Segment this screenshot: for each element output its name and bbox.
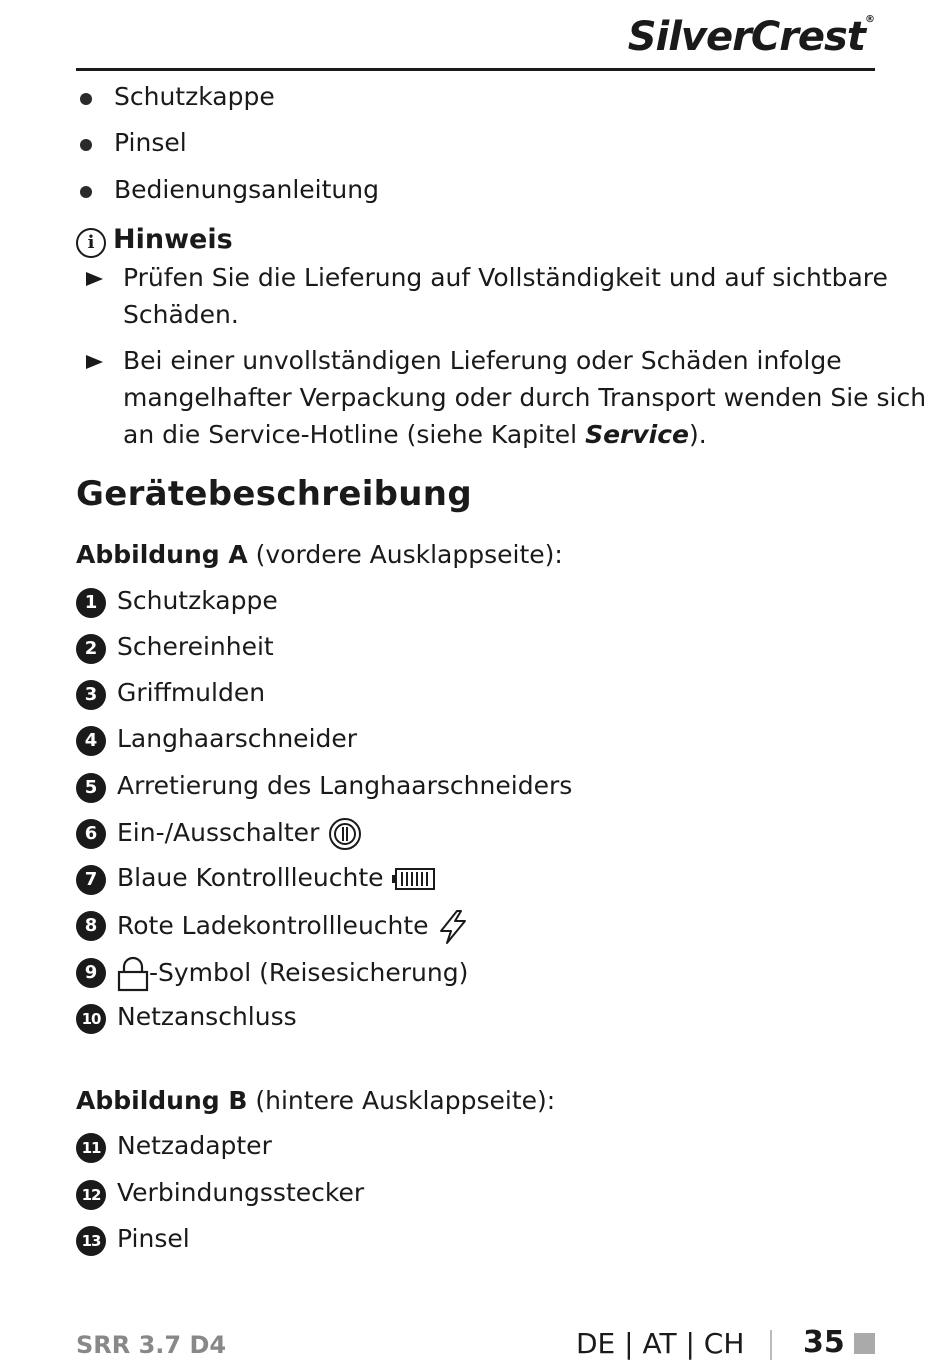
part-number-badge: 11 [76,1133,106,1163]
page-marker-square [854,1333,875,1354]
part-number-badge: 6 [76,819,106,849]
part-label: Arretierung des Langhaarschneiders [117,771,573,800]
part-label: Netzanschluss [117,1002,297,1031]
info-icon: i [76,228,106,258]
arrow-icon [86,355,103,369]
list-item: Pinsel [114,128,187,157]
part-label: Schutzkappe [117,586,278,615]
part-label: Langhaarschneider [117,724,358,753]
note-line: Prüfen Sie die Lieferung auf Vollständigkeit und auf sichtbare [123,263,888,292]
arrow-icon [86,272,103,286]
part-number-badge: 13 [76,1226,106,1256]
footer-divider [770,1330,772,1360]
model-number: SRR 3.7 D4 [76,1331,227,1359]
part-label: Blaue Kontrollleuchte [117,863,384,892]
part-label: Verbindungsstecker [117,1178,365,1207]
part-number-badge: 7 [76,865,106,895]
note-line: an die Service-Hotline (siehe Kapitel Service). [123,420,707,449]
power-button-icon [327,817,363,851]
part-number-badge: 12 [76,1180,106,1210]
bullet-dot [80,186,92,198]
part-number-badge: 1 [76,588,106,618]
page-number: 35 [803,1325,845,1360]
part-row [117,863,436,892]
list-item: Bedienungsanleitung [114,175,379,204]
part-number-badge: 4 [76,726,106,756]
part-number-badge: 5 [76,773,106,803]
part-label: Griffmulden [117,678,266,707]
figure-b-caption: Abbildung B (hintere Ausklappseite): [76,1086,556,1115]
service-reference: Service [585,420,690,449]
part-label: Pinsel [117,1224,190,1253]
lightning-icon [437,909,469,945]
header-rule [76,68,875,71]
part-row [117,956,468,992]
list-item: Schutzkappe [114,82,275,111]
note-line: mangelhafter Verpackung oder durch Transport wenden Sie sich [123,383,927,412]
bullet-dot [80,93,92,105]
part-label: Rote Ladekontrollleuchte [117,911,429,940]
brand-logo: SilverCrest® [627,14,874,60]
country-codes: DE | AT | CH [576,1327,745,1360]
figure-a-caption: Abbildung A (vordere Ausklappseite): [76,540,563,569]
part-number-badge: 2 [76,634,106,664]
bullet-dot [80,139,92,151]
part-row [117,817,363,851]
part-row [117,909,469,945]
part-number-badge: 3 [76,680,106,710]
part-number-badge: 8 [76,911,106,941]
battery-icon [392,866,436,892]
note-line: Schäden. [123,300,239,329]
note-line: Bei einer unvollständigen Lieferung oder Schäden infolge [123,346,842,375]
part-number-badge: 10 [76,1004,106,1034]
section-title: Gerätebeschreibung [76,474,472,514]
lock-icon [117,956,149,992]
part-number-badge: 9 [76,958,106,988]
part-label: Schereinheit [117,632,274,661]
part-label: Ein-/Ausschalter [117,818,320,847]
part-label: Netzadapter [117,1131,272,1160]
note-title: Hinweis [113,224,233,255]
part-label: -Symbol (Reisesicherung) [149,958,469,987]
